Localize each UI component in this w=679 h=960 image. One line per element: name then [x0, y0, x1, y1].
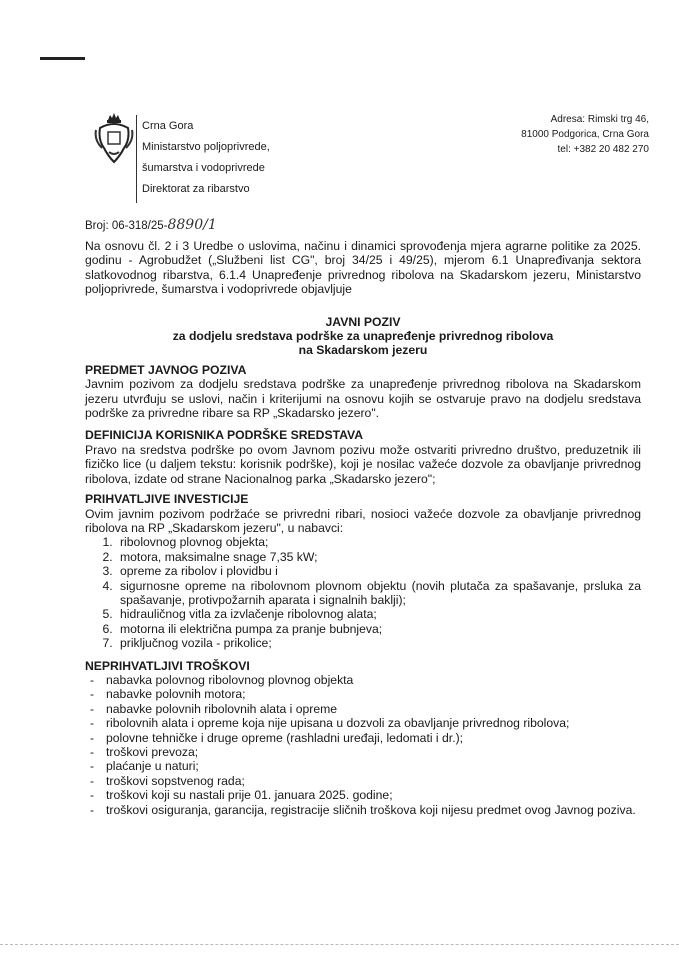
document-title — [85, 315, 641, 358]
list-item: 3. opreme za ribolov i plovidbu i — [116, 564, 641, 578]
address-city: 81000 Podgorica, Crna Gora — [521, 129, 649, 140]
list-item: 2. motora, maksimalne snage 7,35 kW; — [116, 550, 641, 564]
org-ministry: Ministarstvo poljoprivrede, — [142, 141, 270, 153]
address-block — [521, 112, 649, 157]
section-beneficiaries — [85, 428, 641, 486]
org-ministry-cont: šumarstva i vodoprivrede — [142, 162, 265, 174]
scan-edge — [0, 944, 679, 946]
list-item: - nabavke polovnih ribolovnih alata i opreme — [86, 702, 641, 716]
list-item: 5. hidrauličnog vitla za izvlačenje ribolovnog alata; — [116, 607, 641, 621]
title-sub-2: na Skadarskom jezeru — [298, 343, 428, 358]
list-item: - troškovi sopstvenog rada; — [86, 774, 641, 788]
list-item: - ribolovnih alata i opreme koja nije upisana u dozvoli za obavljanje privrednog ribolova; — [86, 716, 641, 730]
address-phone: tel: +382 20 482 270 — [557, 144, 649, 155]
reference-label: Broj: 06-318/25- — [85, 220, 168, 232]
title-main: JAVNI POZIV — [325, 314, 401, 329]
org-directorate: Direktorat za ribarstvo — [142, 183, 250, 195]
section-text: Javnim pozivom za dodjelu sredstava podrške za unapređenje privrednog ribolova na Skadarskom jezeru utvrđuju se uslovi, način i kriterijumi na osnovu kojih se ostvaruje pravo na dodjelu sredstava podrške za privredne ribare sa RP „Skadarsko jezero". — [85, 377, 641, 421]
section-subject — [85, 363, 641, 421]
coat-of-arms-logo — [94, 112, 134, 168]
section-heading: NEPRIHVATLJIVI TROŠKOVI — [85, 658, 250, 673]
reference-handwritten: 8890/1 — [167, 217, 217, 233]
section-eligible — [85, 492, 641, 650]
handwritten-dash — [40, 57, 85, 60]
eligible-list — [85, 535, 641, 650]
intro-paragraph: Na osnovu čl. 2 i 3 Uredbe o uslovima, načinu i dinamici sprovođenja mjera agrarne politike za 2025. godinu - Agrobudžet („Službeni list CG", broj 34/25 i 49/25), mjerom 6.1 Unapređivanja sektora slatkovodnog ribarstva, 6.1.4 Unapređenje privrednog ribolova na Skadarskom jezeru, Ministarstvo poljoprivrede, šumarstva i vodoprivrede objavljuje — [85, 239, 641, 297]
org-country: Crna Gora — [142, 120, 194, 132]
document-body — [85, 239, 641, 817]
organization-block — [142, 116, 270, 200]
reference-number — [85, 217, 217, 233]
section-heading: PREDMET JAVNOG POZIVA — [85, 362, 247, 377]
list-item: 7. priključnog vozila - prikolice; — [116, 636, 641, 650]
title-sub-1: za dodjelu sredstava podrške za unapređenje privrednog ribolova — [172, 329, 554, 344]
list-item: - nabavke polovnih motora; — [86, 687, 641, 701]
list-item: 4. sigurnosne opreme na ribolovnom plovnom objektu (novih plutača za spašavanje, prsluka za spašavanje, protivpožarnih aparata i signalnih baklji); — [116, 579, 641, 608]
list-item: - troškovi koji su nastali prije 01. januara 2025. godine; — [86, 788, 641, 802]
list-item: - troškovi osiguranja, garancija, registracije sličnih troškova koji nijesu predmet ovog Javnog poziva. — [86, 803, 641, 817]
header-divider — [136, 115, 137, 203]
list-item: - polovne tehničke i druge opreme (rashladni uređaji, ledomati i dr.); — [86, 731, 641, 745]
list-item: - plaćanje u naturi; — [86, 759, 641, 773]
section-text: Ovim javnim pozivom podržaće se privredni ribari, nosioci važeće dozvole za obavljanje privrednog ribolova na RP „Skadarskom jezeru", u nabavci: — [85, 506, 641, 535]
list-item: - nabavka polovnog ribolovnog plovnog objekta — [86, 673, 641, 687]
section-heading: DEFINICIJA KORISNIKA PODRŠKE SREDSTAVA — [85, 428, 364, 443]
section-text: Pravo na sredstva podrške po ovom Javnom pozivu može ostvariti privredno društvo, preduzetnik ili fizičko lice (u daljem tekstu: korisnik podrške), koji je nosilac važeće dozvole za obavljanje privrednog ribolova, izdate od strane Nacionalnog parka „Skadarsko jezero"; — [85, 442, 641, 486]
list-item: - troškovi prevoza; — [86, 745, 641, 759]
list-item: 6. motorna ili električna pumpa za pranje bubnjeva; — [116, 622, 641, 636]
list-item: 1. ribolovnog plovnog objekta; — [116, 535, 641, 549]
section-ineligible — [85, 659, 641, 817]
section-heading: PRIHVATLJIVE INVESTICIJE — [85, 492, 249, 507]
ineligible-list — [85, 673, 641, 817]
address-street: Adresa: Rimski trg 46, — [550, 114, 649, 125]
